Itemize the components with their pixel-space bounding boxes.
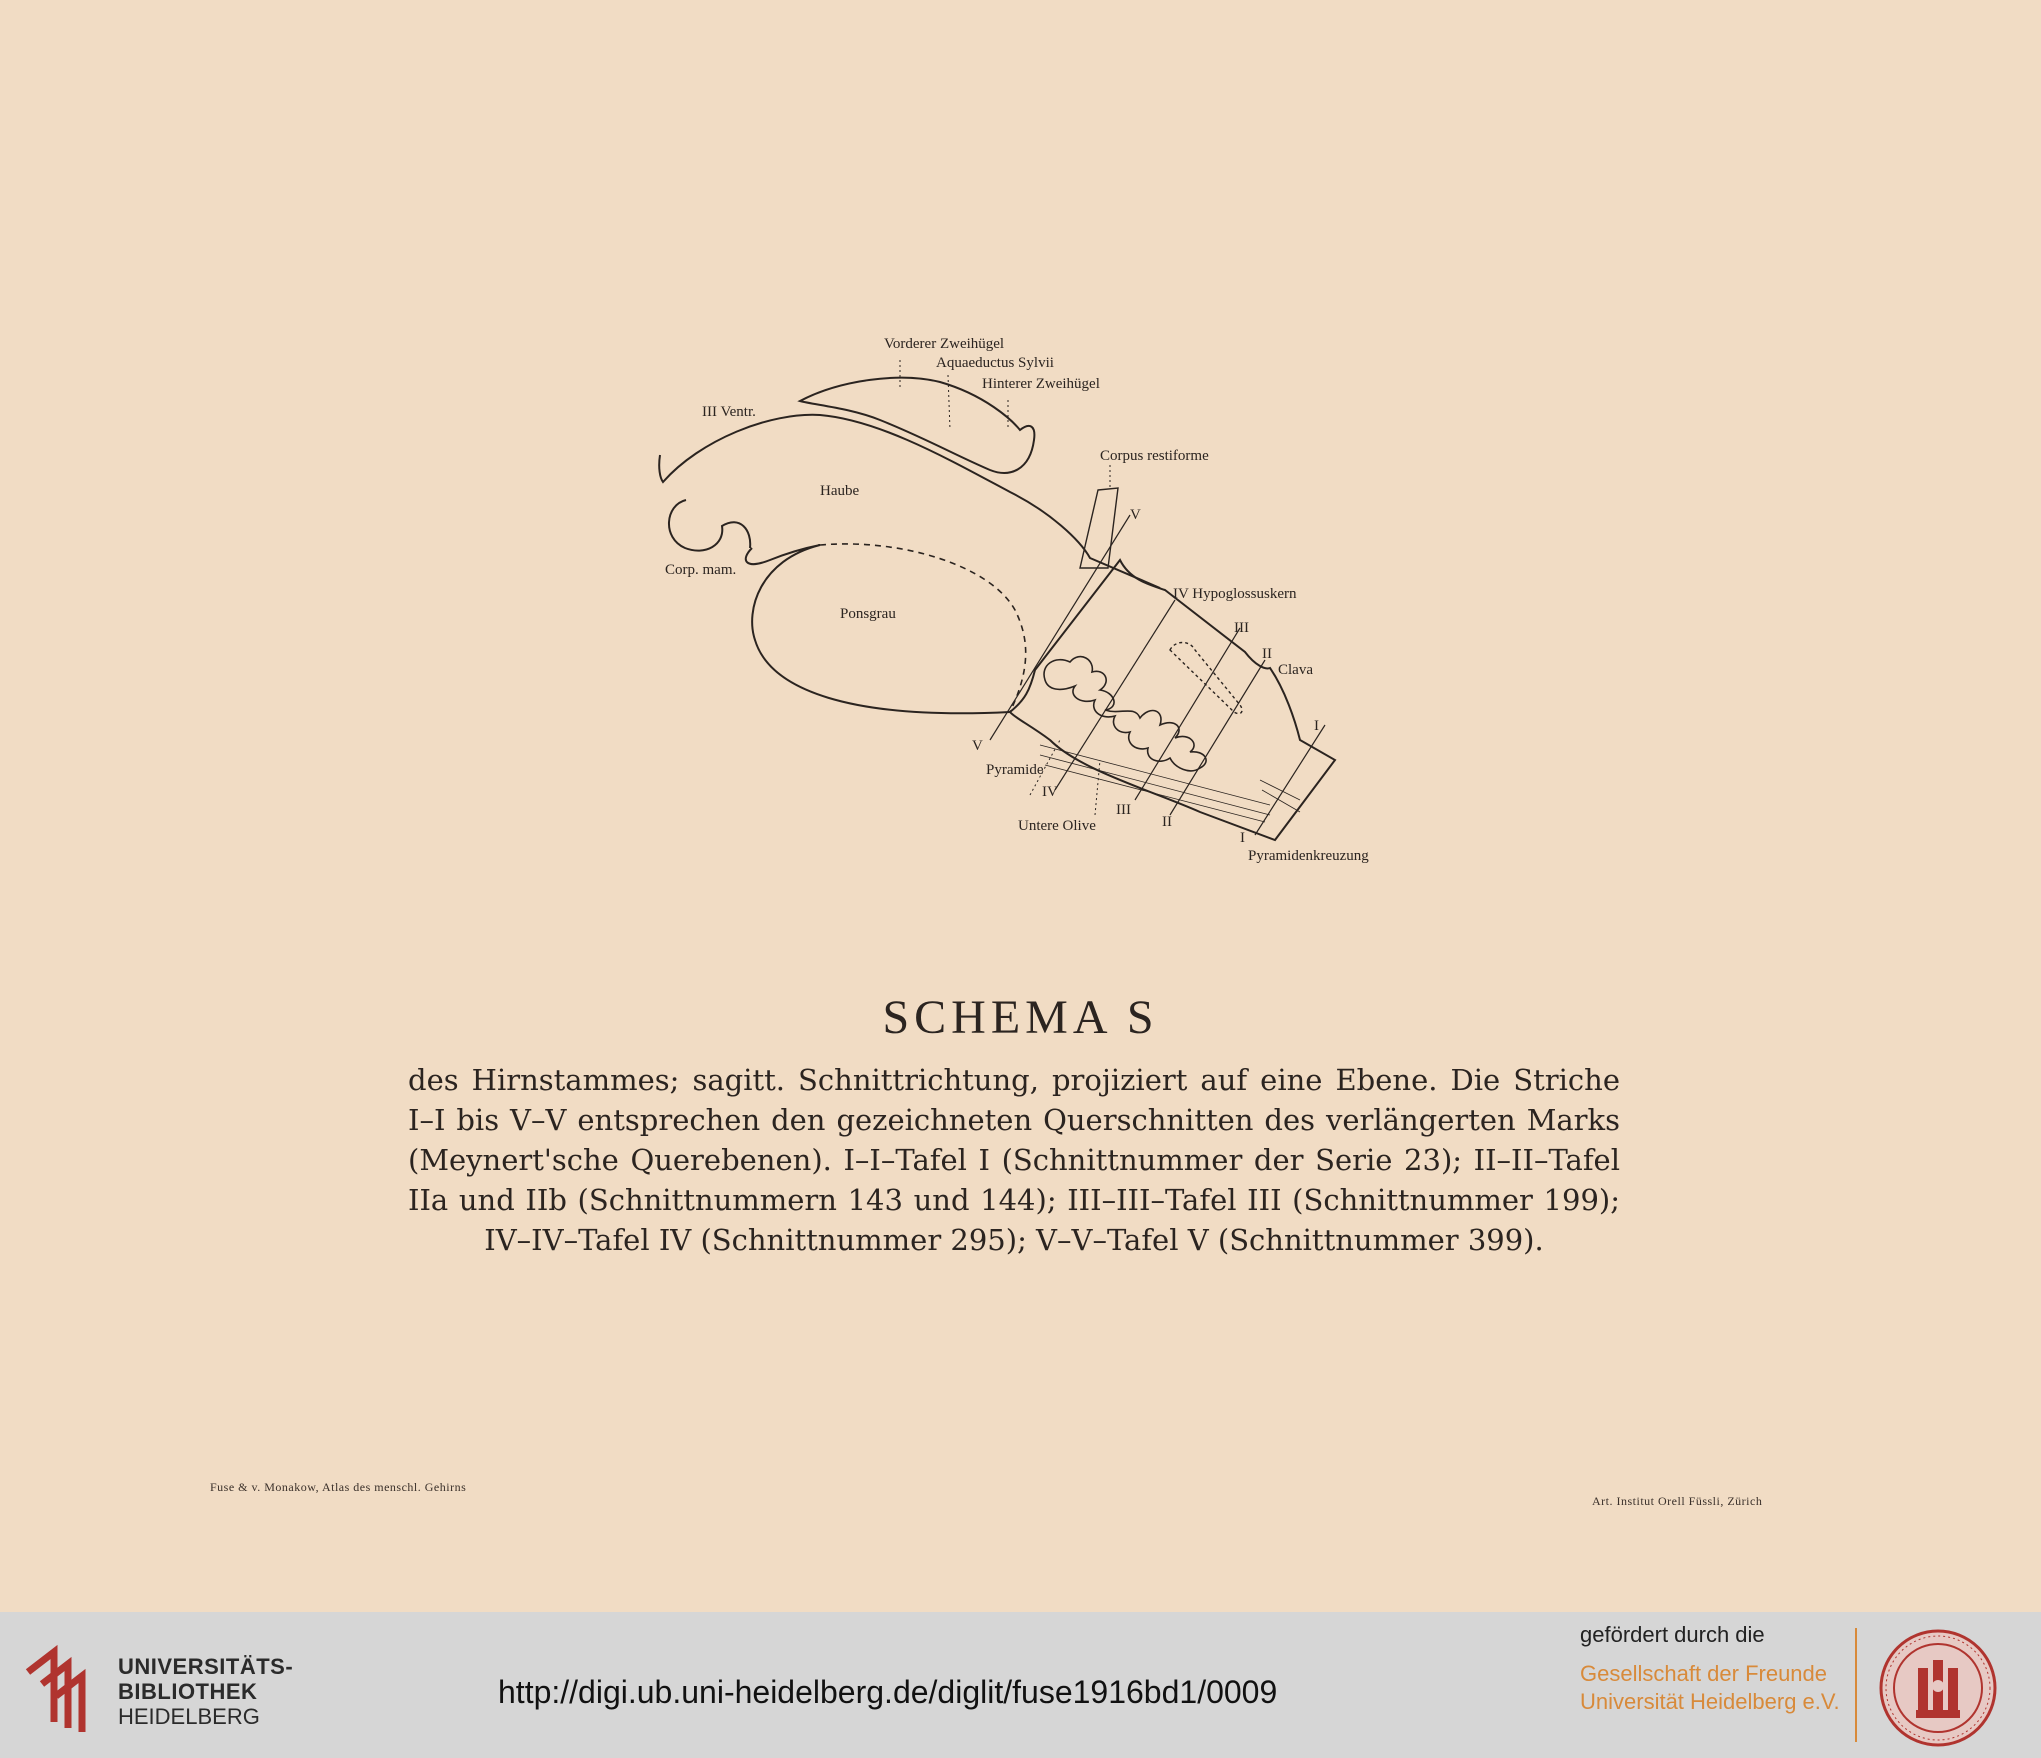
ub-line-2: BIBLIOTHEK — [118, 1679, 258, 1704]
sponsor-line-2: Universität Heidelberg e.V. — [1580, 1689, 1840, 1714]
label-corpus-restiforme: Corpus restiforme — [1100, 448, 1209, 464]
page-title: SCHEMA S — [882, 991, 1159, 1044]
library-banner — [0, 1612, 2041, 1758]
corpus-restiforme — [1080, 488, 1118, 568]
label-iv-bottom: IV — [1042, 784, 1058, 800]
label-ii-top: II — [1262, 646, 1272, 662]
ub-line-3: HEIDELBERG — [118, 1704, 260, 1729]
label-hypoglossuskern: IV Hypoglossuskern — [1173, 586, 1297, 602]
sponsor-prefix: gefördert durch die — [1580, 1622, 1765, 1647]
label-hinterer-zweihuegel: Hinterer Zweihügel — [982, 376, 1100, 392]
label-pyramide: Pyramide — [986, 762, 1044, 778]
label-iii-top: III — [1234, 620, 1249, 636]
label-v-top: V — [1130, 507, 1141, 523]
sponsor-block — [1580, 1622, 1840, 1716]
sponsor-divider — [1855, 1628, 1857, 1742]
sponsor-line-1: Gesellschaft der Freunde — [1580, 1661, 1828, 1686]
label-v-bottom: V — [972, 738, 983, 754]
caption — [408, 1060, 1620, 1260]
pons-outline — [746, 545, 1010, 713]
permalink-url[interactable]: http://digi.ub.uni-heidelberg.de/diglit/fuse1916bd1/0009 — [498, 1674, 1278, 1710]
label-pyramidenkreuzung: Pyramidenkreuzung — [1248, 848, 1369, 864]
footer-left: Fuse & v. Monakow, Atlas des menschl. Gehirns — [210, 1480, 467, 1494]
hypoglossus-dotted — [1170, 643, 1242, 714]
label-iii-ventr: III Ventr. — [702, 404, 756, 420]
caption-text: des Hirnstammes; sagitt. Schnittrichtung, projiziert auf eine Ebene. Die Striche I–I bis V–V entsprechen den gezeichneten Querschnitten des verlängerten Marks (Meynert'sche Querebenen). I–I–Tafel I (Schnittnummer der Serie 23); II–II–Tafel IIa und IIb (Schnittnummern 143 und 144); III–III–Tafel III (Schnittnummer 199); IV–IV–Tafel IV (Schnittnummer 295); V–V–Tafel V (Schnittnummer 399). — [408, 1063, 1620, 1257]
label-ii-bottom: II — [1162, 814, 1172, 830]
label-vorderer-zweihuegel: Vorderer Zweihügel — [884, 336, 1005, 352]
label-i-bottom: I — [1240, 830, 1245, 846]
label-haube: Haube — [820, 483, 860, 499]
ub-wordmark — [118, 1654, 293, 1729]
label-i-top: I — [1314, 718, 1319, 734]
university-seal-icon — [1878, 1628, 1998, 1748]
ub-line-1: UNIVERSITÄTS- — [118, 1654, 294, 1679]
label-clava: Clava — [1278, 662, 1313, 678]
footer-right: Art. Institut Orell Füssli, Zürich — [1592, 1494, 1763, 1508]
label-ponsgrau: Ponsgrau — [840, 606, 896, 622]
label-corp-mam: Corp. mam. — [665, 562, 737, 578]
section-line-v — [990, 515, 1130, 740]
label-untere-olive: Untere Olive — [1018, 818, 1096, 834]
pyramide-hatching — [1040, 745, 1300, 822]
label-aquaeductus: Aquaeductus Sylvii — [936, 355, 1054, 371]
pons-dashed-boundary — [820, 544, 1026, 712]
label-iii-bottom: III — [1116, 802, 1131, 818]
ub-logo-icon — [22, 1642, 102, 1732]
corp-mam-outline — [669, 500, 750, 551]
section-line-ii — [1170, 660, 1265, 815]
